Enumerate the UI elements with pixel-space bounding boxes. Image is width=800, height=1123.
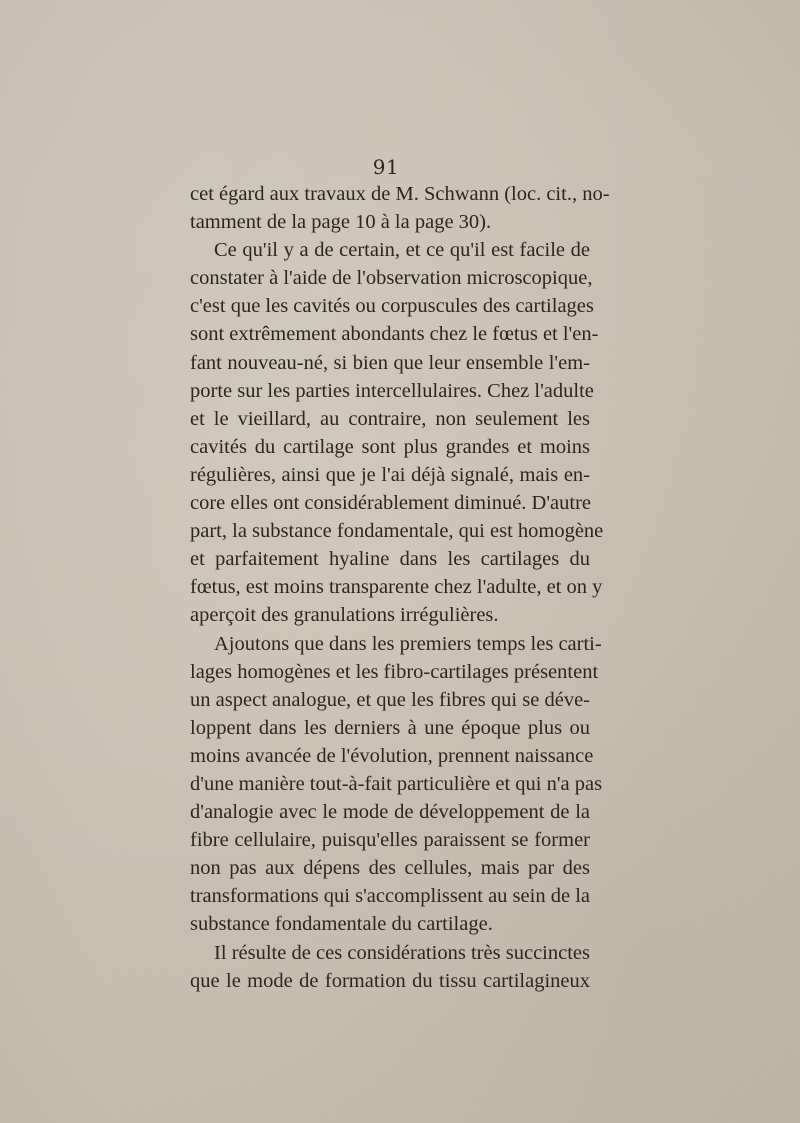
text-line: moins avancée de l'évolution, prennent naissance xyxy=(190,744,594,767)
text-line: non pas aux dépens des cellules, mais par des xyxy=(190,857,590,880)
text-line: part, la substance fondamentale, qui est homogène xyxy=(190,520,604,543)
text-line: substance fondamentale du cartilage. xyxy=(190,913,493,936)
text-line: Ce qu'il y a de certain, et ce qu'il est facile de xyxy=(214,239,590,262)
page-number: 91 xyxy=(372,155,400,179)
text-line: fœtus, est moins transparente chez l'adulte, et on y xyxy=(190,576,603,599)
text-line: que le mode de formation du tissu cartilagineux xyxy=(190,969,590,992)
text-line: un aspect analogue, et que les fibres qui se déve- xyxy=(190,688,590,711)
text-line: et le vieillard, au contraire, non seulement les xyxy=(190,407,590,430)
text-line: régulières, ainsi que je l'ai déjà signalé, mais en- xyxy=(190,463,590,486)
text-line: aperçoit des granulations irrégulières. xyxy=(190,604,499,627)
text-line: loppent dans les derniers à une époque plus ou xyxy=(190,716,590,739)
text-line: et parfaitement hyaline dans les cartilages du xyxy=(190,548,590,571)
text-line: cet égard aux travaux de M. Schwann (loc. cit., no- xyxy=(190,183,610,205)
text-line: Il résulte de ces considérations très succinctes xyxy=(214,941,590,964)
text-line: cavités du cartilage sont plus grandes et moins xyxy=(190,435,590,458)
text-line: core elles ont considérablement diminué. D'autre xyxy=(190,492,592,515)
text-line: c'est que les cavités ou corpuscules des cartilages xyxy=(190,295,594,318)
text-line: transformations qui s'accomplissent au sein de la xyxy=(190,885,590,908)
text-line: fibre cellulaire, puisqu'elles paraissent se former xyxy=(190,829,590,852)
text-line: porte sur les parties intercellulaires. Chez l'adulte xyxy=(190,379,594,402)
text-line: d'une manière tout-à-fait particulière et qui n'a pas xyxy=(190,772,603,795)
text-line: d'analogie avec le mode de développement de la xyxy=(190,801,590,824)
text-line: Ajoutons que dans les premiers temps les carti- xyxy=(214,632,602,655)
text-line: constater à l'aide de l'observation microscopique, xyxy=(190,267,593,290)
text-line: sont extrêmement abondants chez le fœtus et l'en- xyxy=(190,323,599,346)
text-line: lages homogènes et les fibro-cartilages présentent xyxy=(190,660,599,683)
text-line: fant nouveau-né, si bien que leur ensemble l'em- xyxy=(190,351,590,374)
text-line: tamment de la page 10 à la page 30). xyxy=(190,211,492,234)
body-text xyxy=(190,180,610,995)
